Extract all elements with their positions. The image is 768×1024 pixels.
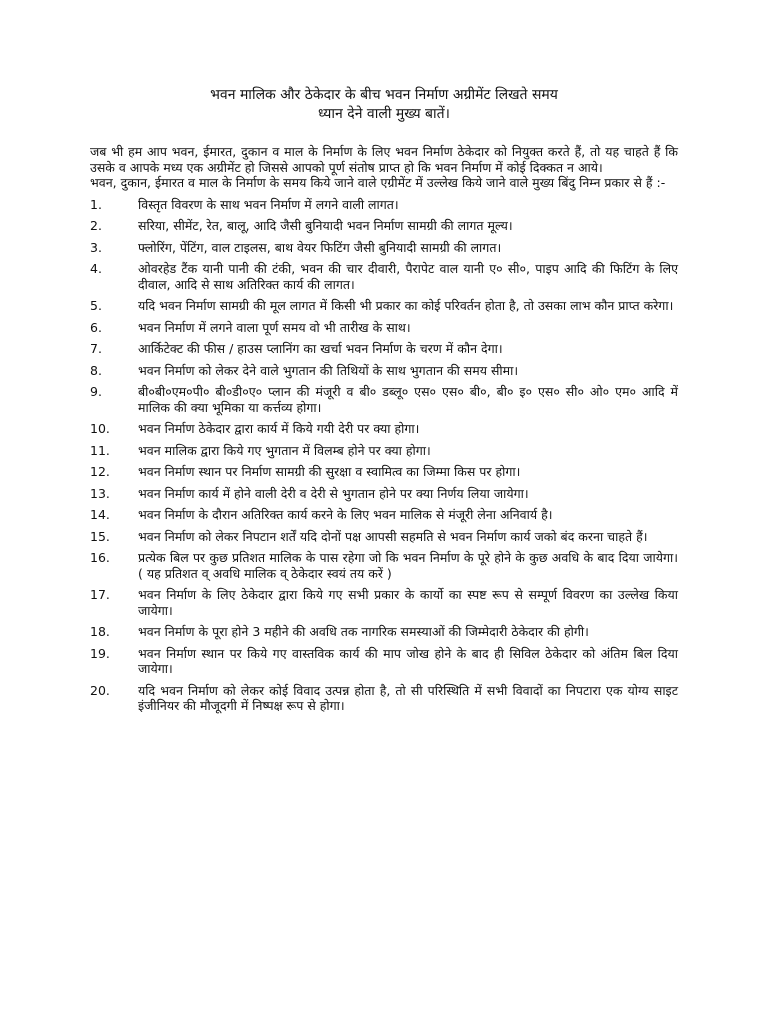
list-item [90, 320, 678, 336]
title-line-1: भवन मालिक और ठेकेदार के बीच भवन निर्माण अग्रीमेंट लिखते समय [210, 87, 558, 103]
item-text: आर्किटेक्ट की फीस / हाउस प्लानिंग का खर्चा भवन निर्माण के चरण में कौन देगा। [138, 341, 503, 356]
intro-section [90, 144, 678, 191]
list-item [90, 218, 678, 234]
list-item [90, 363, 678, 379]
list-item [90, 587, 678, 618]
item-number: 5. [90, 298, 102, 313]
item-text: प्रत्येक बिल पर कुछ प्रतिशत मालिक के पास रहेगा जो कि भवन निर्माण के पूरे होने के कुछ अवधि के बाद दिया जायेगा। ( यह प्रतिशत व् अवधि मालिक व् ठेकेदार स्वयं तय करें ) [138, 550, 678, 581]
item-number: 12. [90, 464, 110, 479]
item-text: बी०बी०एम०पी० बी०डी०ए० प्लान की मंजूरी व बी० डब्लू० एस० एस० बी०, बी० इ० एस० सी० ओ० एम० आदि में मालिक की क्या भूमिका या कर्त्तव्य होगा। [138, 384, 678, 415]
list-item [90, 261, 678, 292]
item-number: 2. [90, 218, 102, 233]
item-number: 14. [90, 507, 110, 522]
list-item [90, 683, 678, 714]
item-number: 1. [90, 196, 102, 212]
item-text: सरिया, सीमेंट, रेत, बालू, आदि जैसी बुनियादी भवन निर्माण सामग्री की लागत मूल्य। [138, 218, 513, 233]
item-number: 18. [90, 624, 110, 639]
intro-paragraph-2: भवन, दुकान, ईमारत व माल के निर्माण के समय किये जाने वाले एग्रीमेंट में उल्लेख किये जाने वाले मुख्य बिंदु निम्न प्रकार से हैं :- [90, 175, 666, 190]
list-item [90, 646, 678, 677]
points-list [90, 197, 678, 714]
list-item [90, 197, 678, 213]
item-text: भवन निर्माण के लिए ठेकेदार द्वारा किये गए सभी प्रकार के कार्यो का स्पष्ट रूप से सम्पूर्ण विवरण का उल्लेख किया जायेगा। [138, 587, 678, 618]
list-item [90, 341, 678, 357]
item-text: भवन निर्माण स्थान पर किये गए वास्तविक कार्य की माप जोख होने के बाद ही सिविल ठेकेदार को अंतिम बिल दिया जायेगा। [138, 645, 678, 676]
list-item [90, 550, 678, 581]
item-number: 15. [90, 528, 110, 544]
list-item [90, 443, 678, 459]
item-number: 16. [90, 550, 110, 565]
item-number: 17. [90, 587, 110, 602]
item-text: भवन निर्माण को लेकर निपटान शर्तें यदि दोनों पक्ष आपसी सहमति से भवन निर्माण कार्य जको बंद करना चाहते हैं। [138, 528, 648, 544]
item-text: यदि भवन निर्माण को लेकर कोई विवाद उत्पन्न होता है, तो सी परिस्थिति में सभी विवादों का निपटारा एक योग्य साइट इंजीनियर की मौजूदगी में निष्पक्ष रूप से होगा। [138, 682, 678, 713]
list-item [90, 624, 678, 640]
item-number: 11. [90, 442, 110, 458]
item-text: ओवरहेड टैंक यानी पानी की टंकी, भवन की चार दीवारी, पैरापेट वाल यानी ए० सी०, पाइप आदि की फिटिंग के लिए दीवाल, आदि से साथ अतिरिक्त कार्य की लागत। [138, 261, 678, 292]
item-text: विस्तृत विवरण के साथ भवन निर्माण में लगने वाली लागत। [138, 196, 399, 212]
item-number: 3. [90, 239, 102, 255]
item-number: 10. [90, 421, 110, 436]
title-line-2: ध्यान देने वाली मुख्य बातें। [318, 106, 450, 122]
list-item [90, 298, 678, 314]
item-number: 20. [90, 682, 110, 698]
list-item [90, 464, 678, 480]
item-text: फ्लोरिंग, पेंटिंग, वाल टाइलस, बाथ वेयर फिटिंग जैसी बुनियादी सामग्री की लागत। [138, 239, 502, 255]
document-title [90, 86, 678, 124]
item-text: भवन निर्माण स्थान पर निर्माण सामग्री की सुरक्षा व स्वामित्व का जिम्मा किस पर होगा। [138, 464, 521, 479]
intro-paragraph-1: जब भी हम आप भवन, ईमारत, दुकान व माल के निर्माण के लिए भवन निर्माण ठेकेदार को नियुक्त करते हैं, तो यह चाहते हैं कि उसके व आपके मध्य एक अग्रीमेंट हो जिससे आपको पूर्ण संतोष प्राप्त हो कि भवन निर्माण में कोई दिक्कत न आये। [90, 144, 678, 175]
item-text: यदि भवन निर्माण सामग्री की मूल लागत में किसी भी प्रकार का कोई परिवर्तन होता है, तो उसका लाभ कौन प्राप्त करेगा। [138, 298, 674, 313]
item-number: 8. [90, 362, 102, 378]
item-text: भवन निर्माण के पूरा होने 3 महीने की अवधि तक नागरिक समस्याओं की जिम्मेदारी ठेकेदार की होगी। [138, 624, 589, 639]
item-number: 6. [90, 319, 102, 335]
list-item [90, 486, 678, 502]
item-text: भवन निर्माण के दौरान अतिरिक्त कार्य करने के लिए भवन मालिक से मंजूरी लेना अनिवार्य है। [138, 507, 553, 522]
item-text: भवन निर्माण ठेकेदार द्वारा कार्य में किये गयी देरी पर क्या होगा। [138, 421, 420, 436]
list-item [90, 421, 678, 437]
item-text: भवन निर्माण में लगने वाला पूर्ण समय वो भी तारीख के साथ। [138, 319, 411, 335]
item-number: 13. [90, 485, 110, 501]
list-item [90, 507, 678, 523]
item-number: 4. [90, 261, 102, 276]
item-text: भवन निर्माण कार्य में होने वाली देरी व देरी से भुगतान होने पर क्या निर्णय लिया जायेगा। [138, 485, 529, 501]
list-item [90, 529, 678, 545]
list-item [90, 240, 678, 256]
item-text: भवन मालिक द्वारा किये गए भुगतान में विलम्ब होने पर क्या होगा। [138, 442, 431, 458]
list-item [90, 384, 678, 415]
item-text: भवन निर्माण को लेकर देने वाले भुगतान की तिथियों के साथ भुगतान की समय सीमा। [138, 362, 519, 378]
item-number: 9. [90, 384, 102, 399]
item-number: 19. [90, 645, 110, 661]
item-number: 7. [90, 341, 102, 356]
